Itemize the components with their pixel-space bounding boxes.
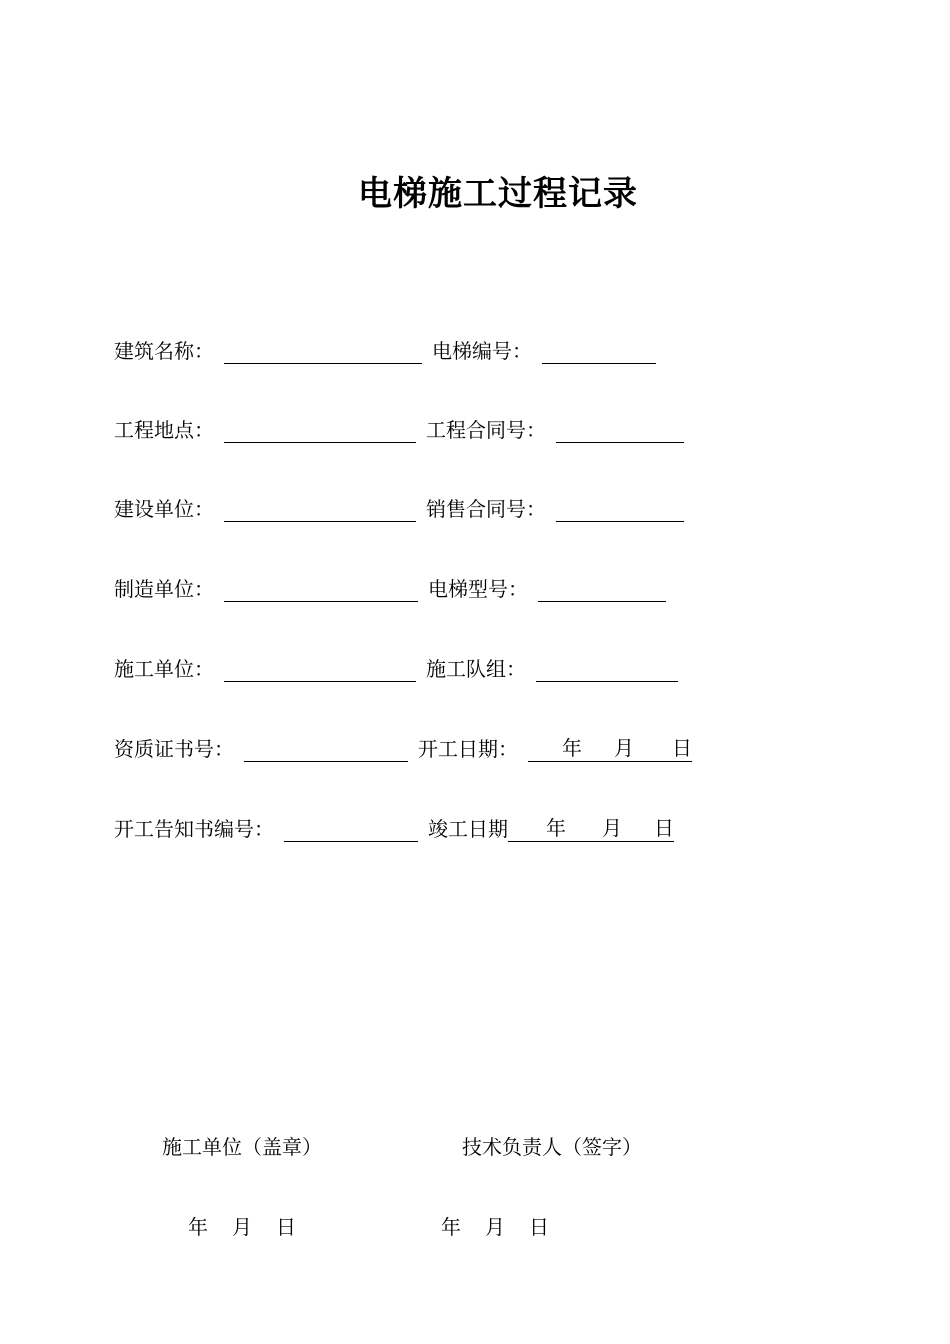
form-row-construction (114, 492, 694, 522)
document-title: 电梯施工过程记录 (358, 174, 638, 214)
start-date-day: 日 (672, 736, 692, 760)
form-row-location (114, 413, 694, 443)
form-row-manufacturer (114, 572, 676, 602)
start-notice-no-label: 开工告知书编号： (114, 817, 274, 841)
form-row-start-notice (114, 812, 674, 842)
elevator-no-field[interactable] (542, 341, 656, 364)
sales-contract-no-label: 销售合同号： (426, 497, 546, 521)
start-date-label: 开工日期： (418, 737, 518, 761)
form-row-qualification (114, 732, 692, 762)
unit-seal-day: 日 (276, 1215, 296, 1239)
unit-seal-label: 施工单位（盖章） (162, 1135, 322, 1159)
installation-unit-field[interactable] (224, 659, 416, 682)
tech-lead-month: 月 (485, 1215, 505, 1239)
installation-team-field[interactable] (536, 659, 678, 682)
project-contract-no-label: 工程合同号： (426, 418, 546, 442)
tech-lead-year: 年 (441, 1215, 461, 1239)
unit-seal-date[interactable] (188, 1211, 296, 1240)
tech-lead-sign-date[interactable] (441, 1211, 549, 1240)
manufacturer-label: 制造单位： (114, 577, 214, 601)
elevator-no-label: 电梯编号： (432, 339, 532, 363)
form-row-installation (114, 652, 688, 682)
completion-date-month: 月 (602, 816, 622, 840)
manufacturer-field[interactable] (224, 579, 418, 602)
start-date-year: 年 (562, 736, 582, 760)
start-date-month: 月 (614, 736, 634, 760)
completion-date-day: 日 (654, 816, 674, 840)
tech-lead-sign-label: 技术负责人（签字） (462, 1135, 642, 1159)
completion-date-label: 竣工日期 (428, 817, 508, 841)
unit-seal-year: 年 (188, 1215, 208, 1239)
start-notice-no-field[interactable] (284, 819, 418, 842)
unit-seal-month: 月 (232, 1215, 252, 1239)
tech-lead-day: 日 (529, 1215, 549, 1239)
elevator-model-label: 电梯型号： (428, 577, 528, 601)
project-contract-no-field[interactable] (556, 420, 684, 443)
start-date-field[interactable] (528, 735, 692, 762)
completion-date-field[interactable] (508, 815, 674, 842)
form-row-building (114, 334, 666, 364)
qualification-cert-no-field[interactable] (244, 739, 408, 762)
sales-contract-no-field[interactable] (556, 499, 684, 522)
construction-unit-field[interactable] (224, 499, 416, 522)
completion-date-year: 年 (546, 816, 566, 840)
building-name-field[interactable] (224, 341, 422, 364)
construction-unit-label: 建设单位： (114, 497, 214, 521)
project-location-field[interactable] (224, 420, 416, 443)
qualification-cert-no-label: 资质证书号： (114, 737, 234, 761)
building-name-label: 建筑名称： (114, 339, 214, 363)
installation-unit-label: 施工单位： (114, 657, 214, 681)
installation-team-label: 施工队组： (426, 657, 526, 681)
project-location-label: 工程地点： (114, 418, 214, 442)
elevator-model-field[interactable] (538, 579, 666, 602)
